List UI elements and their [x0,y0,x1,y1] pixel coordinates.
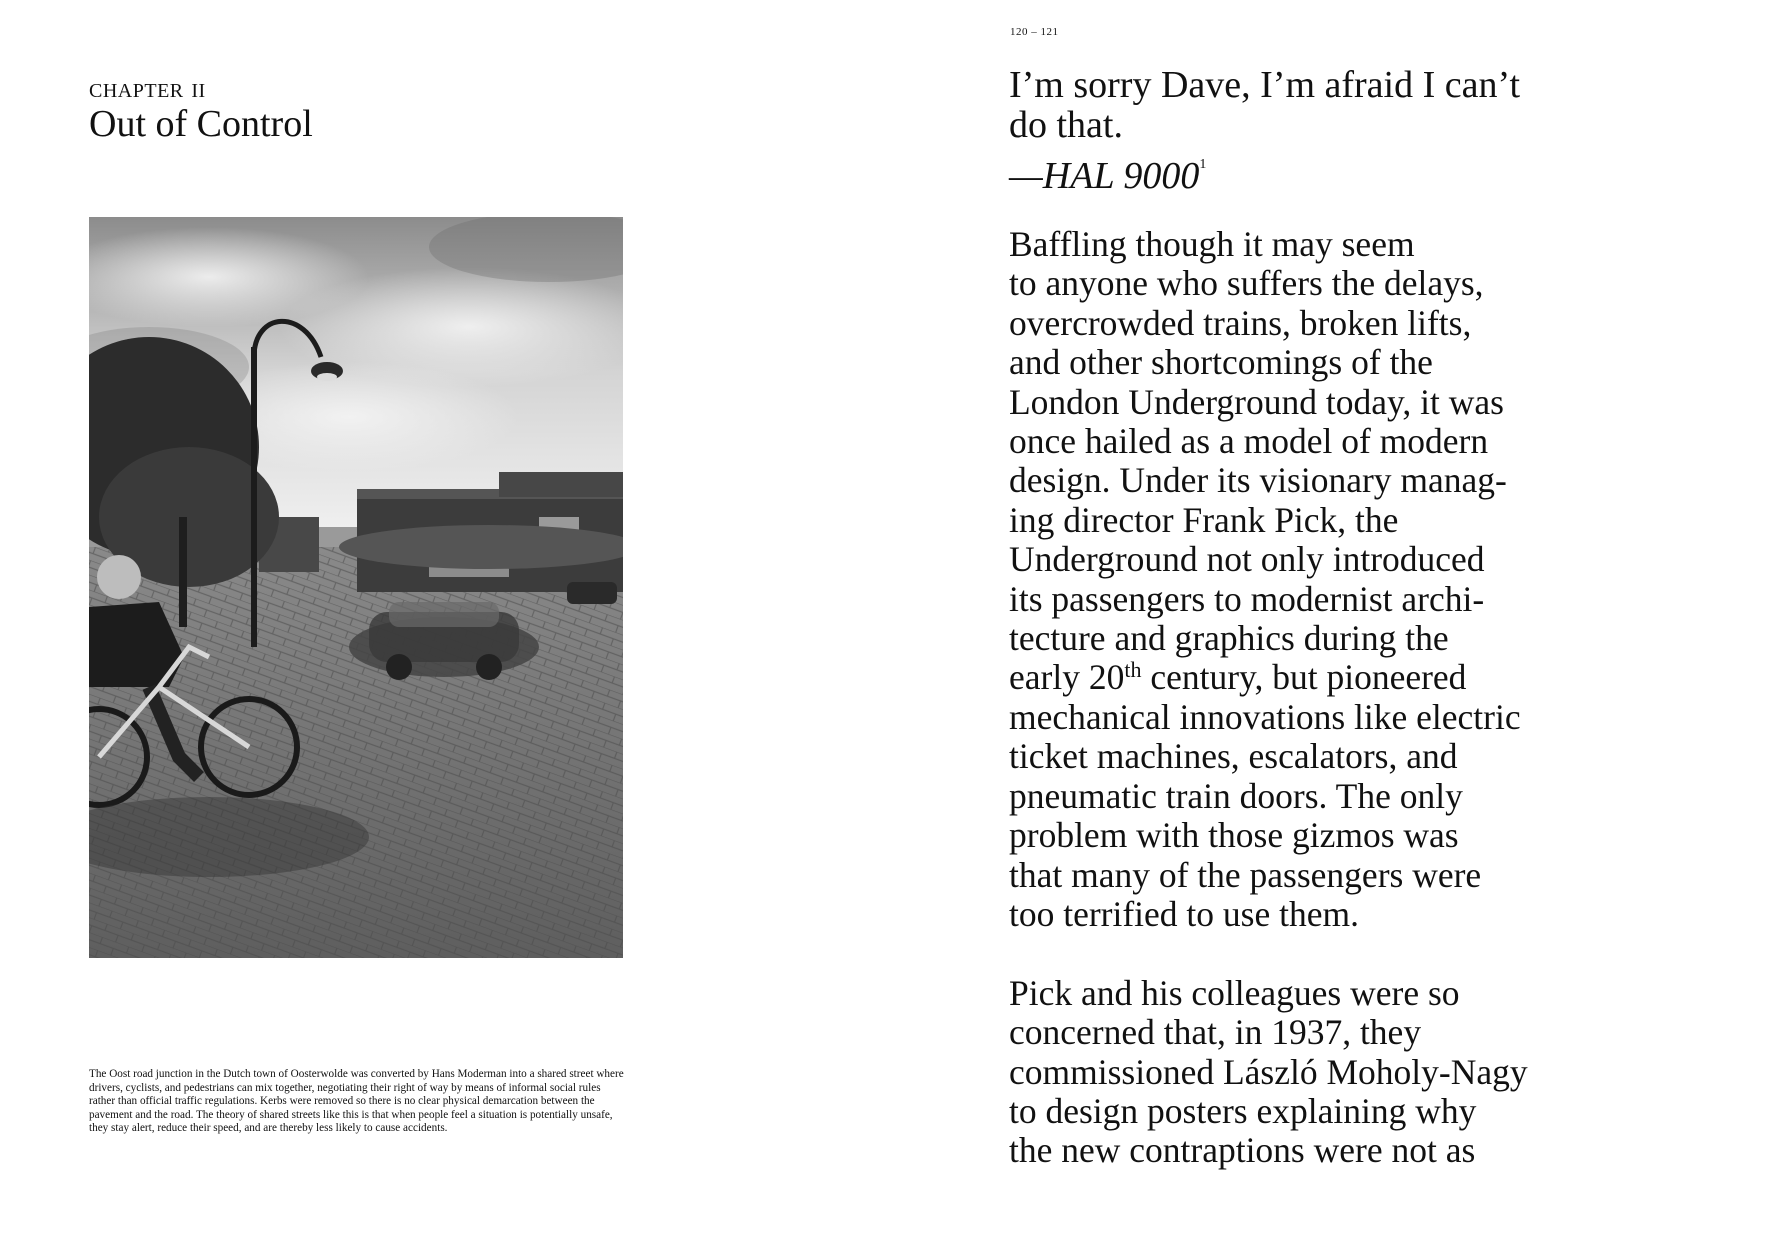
ordinal-suffix: th [1124,657,1142,683]
text-line: ing director Frank Pick, the [1009,499,1399,540]
text-line: the new contraptions were not as [1009,1130,1476,1171]
text-line: to design posters explaining why [1009,1090,1477,1131]
paragraph-1 [1009,225,1589,934]
text-line: overcrowded trains, broken lifts, [1009,302,1472,343]
photo-caption: The Oost road junction in the Dutch town of Oosterwolde was converted by Hans Moderman into a shared street where drivers, cyclists, and pedestrians can mix together, negotiating their right of way by means of informal social rules rather than official traffic regulations. Kerbs were removed so there is no clear physical demarcation between the pavement and the road. The theory of shared streets like this is that when people feel a situation is potentially unsafe, they stay alert, reduce their speed, and are thereby less likely to cause accidents. [89,1068,624,1135]
chapter-title: Out of Control [89,103,313,145]
text-line: ticket machines, escalators, and [1009,736,1458,777]
text-line: pneumatic train doors. The only [1009,775,1463,816]
epigraph-attribution-line [1009,145,1569,197]
street-photo-illustration [89,217,623,958]
paragraph-2 [1009,974,1589,1171]
text-line: to anyone who suffers the delays, [1009,263,1484,304]
text-line: commissioned László Moholy-Nagy [1009,1051,1528,1092]
text-line: and other shortcomings of the [1009,342,1433,383]
text-line: Baffling though it may seem [1009,224,1415,264]
street-photo [89,217,623,958]
paragraph-gap [1009,934,1589,973]
text-line: tecture and graphics during the [1009,618,1449,659]
epigraph-line-1: I’m sorry Dave, I’m afraid I can’t [1009,64,1521,106]
footnote-ref: 1 [1199,157,1207,172]
text-line [1009,658,1589,697]
text-line: too terrified to use them. [1009,893,1359,934]
text-line: mechanical innovations like electric [1009,696,1521,737]
epigraph-line-2: do that. [1009,103,1123,146]
epigraph [1009,66,1569,197]
text-line: Underground not only introduced [1009,539,1485,580]
text-line: once hailed as a model of modern [1009,421,1489,462]
text-line: Pick and his colleagues were so [1009,972,1460,1013]
text-fragment: century, but pioneered [1141,657,1467,698]
text-fragment: early 20 [1009,657,1125,698]
page-numbers: 120 – 121 [1010,26,1059,38]
text-line: problem with those gizmos was [1009,815,1459,856]
text-line: London Underground today, it was [1009,381,1504,422]
chapter-label: chapter ii [89,72,206,104]
text-line: concerned that, in 1937, they [1009,1012,1422,1053]
epigraph-attribution: —HAL 9000 [1009,155,1200,197]
text-line: design. Under its visionary manag- [1009,460,1507,501]
body-text [1009,225,1589,1171]
text-line: its passengers to modernist archi- [1009,578,1485,619]
text-line: that many of the passengers were [1009,854,1482,895]
